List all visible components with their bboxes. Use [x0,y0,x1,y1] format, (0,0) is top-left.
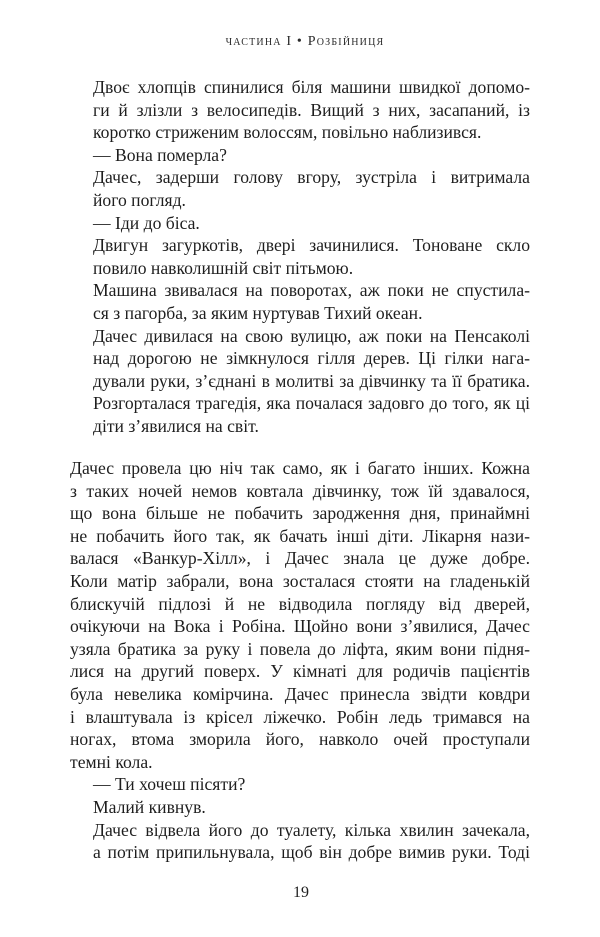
text-line: узяла братика за руку і повела до ліфта, яким вони підня- [70,638,530,659]
text-line: була невелика комірчина. Дачес принесла звідти ковдри [70,683,530,704]
paragraph [70,234,530,279]
text-line: — Іди до біса. [93,212,200,233]
text-line: Двигун загуркотів, двері зачинилися. Тоноване скло [93,235,530,256]
paragraph [70,796,530,819]
paragraph [70,212,530,235]
text-line: Дачес дивилася на свою вулицю, аж поки на Пенсаколі [93,325,530,346]
text-line: що вона більше не побачить зародження дня, принаймні [70,503,530,524]
text-line: і влаштувала із крісел ліжечко. Робін ледь тримався на [70,706,530,727]
text-line: над дорогою не зімкнулося гілля дерев. Ці гілки нага- [93,348,530,369]
text-line: дували руки, з’єднані в молитві за дівчинку та її братика. [93,370,530,391]
text-line: темні кола. [70,751,153,772]
text-line: валася «Ванкур-Хілл», і Дачес знала це дуже добре. [70,548,530,569]
text-line: Двоє хлопців спинилися біля машини швидкої допомо- [93,77,530,97]
text-line: ногах, втома зморила його, навколо очей проступали [70,729,530,750]
text-section-1 [70,76,530,438]
text-line: Розгорталася трагедія, яка почалася задовго до того, як ці [93,393,530,414]
text-line: не побачить його так, як бачать інші діти. Лікарня нази- [70,525,530,546]
text-line: Дачес, задерши голову вгору, зустріла і витримала [93,167,530,188]
text-line: — Ти хочеш пісяти? [93,774,246,795]
text-line: коротко стриженим волоссям, повільно наблизився. [93,122,482,143]
text-line: з таких ночей немов ковтала дівчинку, тож їй здавалося, [70,480,530,501]
text-line: а потім припильнувала, щоб він добре вимив руки. Тоді [93,842,530,863]
text-line: діти з’явилися на світ. [93,415,259,436]
text-line: ги й злізли з велосипедів. Вищий з них, засапаний, із [93,99,530,120]
text-line: — Вона померла? [93,144,227,165]
paragraph [70,819,530,864]
text-line: Малий кивнув. [93,796,206,817]
paragraph [70,166,530,211]
paragraph [70,76,530,144]
text-line: блискучій підлозі й не відводила погляду від дверей, [70,593,530,614]
text-line: Дачес провела цю ніч так само, як і багато інших. Кожна [70,458,530,478]
running-head: частина I • Розбійниця [225,34,385,49]
paragraph [70,279,530,324]
paragraph [70,773,530,796]
text-line: Машина звивалася на поворотах, аж поки не спустила- [93,280,530,301]
text-line: його погляд. [93,189,186,210]
text-section-2 [70,457,530,864]
text-line: ся з пагорба, за яким нуртував Тихий океан. [93,302,423,323]
text-line: очікуючи на Вока і Робіна. Щойно вони з’явилися, Дачес [70,616,530,637]
text-line: повило навколишній світ пітьмою. [93,257,354,278]
paragraph [70,325,530,438]
text-line: Дачес відвела його до туалету, кілька хвилин зачекала, [93,819,530,840]
text-line: лися на другий поверх. У кімнаті для родичів пацієнтів [70,661,530,682]
paragraph [70,457,530,773]
paragraph [70,144,530,167]
page-number: 19 [293,884,309,901]
text-line: Коли матір забрали, вона зосталася стояти на гладенькій [70,570,530,591]
